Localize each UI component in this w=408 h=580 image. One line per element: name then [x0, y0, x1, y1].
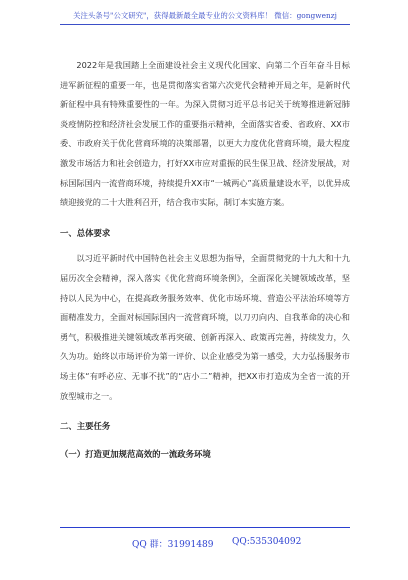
intro-paragraph: 2022年是我国踏上全面建设社会主义现代化国家、向第二个百年奋斗目标进军新征程的重要一年，也是贯彻落实省第六次党代会精神开局之年，是新时代新征程中具有特殊重要性的一年。为深入贯彻习近平总书记关于统筹推进新冠肺炎疫情防控和经济社会发展工作的重要指示精神，全面落实省委、省政府、XX市委、市政府关于优化营商环境的决策部署，以更大力度优化营商环境，最大程度激发市场活力和社会创造力，打好XX市应对重振的民生保卫战、经济发展战，对标国际国内一流营商环境，持续提升XX市“一城两心”高质量建设水平，以优异成绩迎接党的二十大胜利召开，结合我市实际，制订本实施方案。 [60, 60, 350, 208]
general-requirements-paragraph: 以习近平新时代中国特色社会主义思想为指导，全面贯彻党的十九大和十九届历次全会精神，深入落实《优化营商环境条例》，全面深化关键领域改革，坚持以人民为中心，在提高政务服务效率、优化市场环境、营造公平法治环境等方面精准发力，全面对标国际国内一流营商环境，以刀刃向内、自我革命的决心和勇气，积极推进关键领域改革再突破、创新再深入、政策再完善，持续发力，久久为功。始终以市场评价为第一评价、以企业感受为第一感受，大力弘扬服务市场主体“有呼必应、无事不扰”的“店小二”精神，把XX市打造成为全省一流的开放型城市之一。 [60, 253, 350, 401]
subsection-heading-government-environment: （一）打造更加规范高效的一流政务环境 [60, 448, 211, 459]
footer-qq-group: QQ 群：31991489 [132, 540, 214, 550]
section-heading-general-requirements: 一、总体要求 [60, 227, 111, 238]
footer-contacts [60, 527, 350, 558]
header-banner: 关注头条号"公文研究"，获得最新最全最专业的公文资料库！ 微信：gongwenzj [60, 10, 350, 25]
section-heading-main-tasks: 二、主要任务 [60, 421, 111, 432]
document-body [60, 56, 350, 464]
footer-qq-number: QQ:535304092 [232, 537, 302, 547]
